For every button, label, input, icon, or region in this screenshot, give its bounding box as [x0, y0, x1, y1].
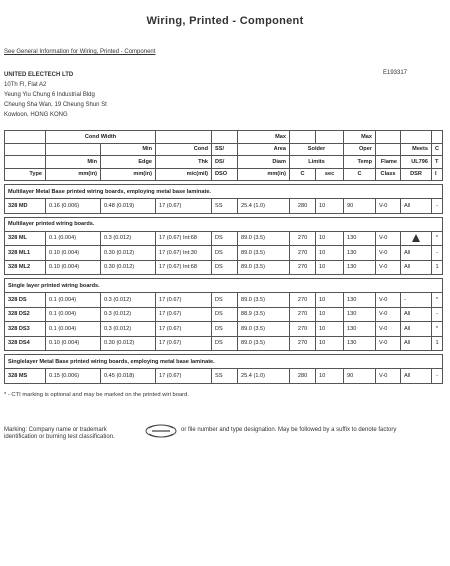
header-cell: Class: [376, 168, 401, 181]
table-cell: All: [401, 199, 432, 214]
table-cell: 17 (0.67): [156, 307, 212, 322]
table-row: [5, 293, 443, 308]
page-title: Wiring, Printed - Component: [146, 15, 304, 27]
table-cell: 25.4 (1.0): [238, 199, 290, 214]
header-cell: DS/: [212, 156, 238, 169]
type-cell: 328 DS4: [5, 336, 46, 351]
table-cell: 10: [316, 293, 344, 308]
table-cell: 280: [290, 199, 316, 214]
table-cell: 130: [344, 246, 376, 261]
table-cell: All: [401, 336, 432, 351]
table-row: [5, 336, 443, 351]
table-cell: 17 (0.67): [156, 293, 212, 308]
type-cell: 328 DS3: [5, 322, 46, 337]
table-cell: 0.3 (0.012): [101, 322, 156, 337]
table-cell: 89.0 (3.5): [238, 322, 290, 337]
table-cell: All: [401, 369, 432, 384]
header-cell: SS/: [212, 143, 238, 156]
section-title: Multilayer printed wiring boards.: [5, 217, 443, 231]
header-cell: Solder: [290, 143, 344, 156]
table-cell: *: [432, 322, 443, 337]
table-cell: 0.10 (0.004): [46, 336, 101, 351]
table-cell: 89.0 (3.5): [238, 246, 290, 261]
table-cell: 89.0 (3.5): [238, 293, 290, 308]
table-cell: 0.1 (0.004): [46, 307, 101, 322]
header-cell: C: [432, 143, 443, 156]
table-cell: 0.30 (0.012): [101, 260, 156, 275]
table-cell: 90: [344, 199, 376, 214]
table-cell: 17 (0.67) Int:68: [156, 231, 212, 246]
header-cell: C: [344, 168, 376, 181]
header-cell: C: [290, 168, 316, 181]
table-row: [5, 307, 443, 322]
table-row: [5, 260, 443, 275]
table-cell: 10: [316, 307, 344, 322]
table-cell: 17 (0.67): [156, 199, 212, 214]
table-cell: DS: [212, 322, 238, 337]
header-cell: I: [432, 168, 443, 181]
table-cell: 10: [316, 199, 344, 214]
table-row: [5, 231, 443, 246]
table-cell: -: [432, 246, 443, 261]
table-cell: 1: [432, 260, 443, 275]
table-cell: DS: [212, 260, 238, 275]
table-cell: [401, 231, 432, 246]
marking-text-2: or file number and type designation. May be followed by a suffix to denote factory: [181, 427, 397, 433]
table-cell: 17 (0.67) Int:68: [156, 260, 212, 275]
header-cell: Diam: [238, 156, 290, 169]
section-header-row: [5, 355, 443, 369]
header-cell: mm(in): [238, 168, 290, 181]
table-cell: 130: [344, 260, 376, 275]
section-title: Singlelayer Metal Base printed wiring boards, employing metal base laminate.: [5, 355, 443, 369]
header-cell: DSR: [401, 168, 432, 181]
header-cell: Meets: [401, 143, 432, 156]
marking-text-3: identification or burning test classification.: [4, 434, 115, 440]
header-cell: Cond Width: [46, 131, 156, 144]
section-title: Single layer printed wiring boards.: [5, 279, 443, 293]
table-cell: 280: [290, 369, 316, 384]
table-cell: 0.1 (0.004): [46, 293, 101, 308]
address-line: Yeung Yiu Chung 6 Industrial Bldg: [4, 92, 95, 98]
header-cell: Flame: [376, 156, 401, 169]
cti-footnote: * - CTI marking is optional and may be marked on the printed wiri board.: [4, 392, 189, 398]
table-cell: V-0: [376, 336, 401, 351]
table-cell: All: [401, 307, 432, 322]
table-cell: All: [401, 246, 432, 261]
company-name: UNITED ELECTECH LTD: [4, 72, 74, 78]
header-cell: DSO: [212, 168, 238, 181]
table-cell: 10: [316, 260, 344, 275]
header-cell: Type: [5, 168, 46, 181]
header-cell: mm(in): [101, 168, 156, 181]
type-cell: 328 MD: [5, 199, 46, 214]
header-cell: Cond: [156, 143, 212, 156]
address-line: Kowloon, HONG KONG: [4, 112, 68, 118]
header-cell: Edge: [101, 156, 156, 169]
warning-triangle-icon: [412, 234, 420, 242]
header-cell: Min: [101, 143, 156, 156]
table-cell: V-0: [376, 260, 401, 275]
type-cell: 328 DS: [5, 293, 46, 308]
table-cell: 10: [316, 322, 344, 337]
type-cell: 328 DS2: [5, 307, 46, 322]
table-cell: 270: [290, 231, 316, 246]
section-header-row: [5, 279, 443, 293]
header-cell: mm(in): [46, 168, 101, 181]
table-cell: 0.10 (0.004): [46, 260, 101, 275]
table-cell: 0.3 (0.012): [101, 231, 156, 246]
table-cell: SS: [212, 369, 238, 384]
table-cell: DS: [212, 246, 238, 261]
table-cell: 89.0 (3.5): [238, 231, 290, 246]
table-cell: V-0: [376, 322, 401, 337]
table-cell: 17 (0.67): [156, 336, 212, 351]
table-cell: DS: [212, 336, 238, 351]
table-cell: DS: [212, 293, 238, 308]
table-cell: -: [401, 293, 432, 308]
header-cell: sec: [316, 168, 344, 181]
header-cell: Thk: [156, 156, 212, 169]
table-cell: 0.30 (0.012): [101, 246, 156, 261]
header-cell: Limits: [290, 156, 344, 169]
table-cell: V-0: [376, 369, 401, 384]
table-cell: 130: [344, 231, 376, 246]
file-number: E193317: [383, 70, 408, 76]
table-cell: All: [401, 322, 432, 337]
table-cell: 0.3 (0.012): [101, 293, 156, 308]
section-header-row: [5, 217, 443, 231]
table-cell: 10: [316, 246, 344, 261]
table-cell: 10: [316, 369, 344, 384]
table-cell: SS: [212, 199, 238, 214]
table-cell: 10: [316, 336, 344, 351]
type-cell: 328 ML: [5, 231, 46, 246]
header-cell: Area: [238, 143, 290, 156]
type-cell: 328 MS: [5, 369, 46, 384]
marking-text-1: Marking: Company name or trademark: [4, 427, 107, 433]
table-cell: -: [432, 307, 443, 322]
table-cell: -: [432, 199, 443, 214]
type-cell: 328 ML2: [5, 260, 46, 275]
table-cell: DS: [212, 307, 238, 322]
table-cell: 270: [290, 246, 316, 261]
table-cell: 17 (0.67): [156, 322, 212, 337]
header-cell: mic(mil): [156, 168, 212, 181]
table-row: [5, 369, 443, 384]
header-cell: T: [432, 156, 443, 169]
type-cell: 328 ML1: [5, 246, 46, 261]
table-cell: 25.4 (1.0): [238, 369, 290, 384]
header-row-4: [5, 168, 443, 181]
table-cell: All: [401, 260, 432, 275]
table-cell: *: [432, 231, 443, 246]
header-row-3: [5, 156, 443, 169]
table-cell: 17 (0.67): [156, 369, 212, 384]
company-address: [4, 70, 107, 120]
table-cell: 130: [344, 293, 376, 308]
table-row: [5, 322, 443, 337]
header-cell: Min: [46, 156, 101, 169]
table-cell: 270: [290, 260, 316, 275]
table-cell: 0.1 (0.004): [46, 322, 101, 337]
table-cell: 0.1 (0.004): [46, 231, 101, 246]
table-cell: 88.9 (3.5): [238, 307, 290, 322]
table-cell: 89.0 (3.5): [238, 260, 290, 275]
header-cell: Temp: [344, 156, 376, 169]
ul-trademark-logo: [144, 420, 178, 442]
table-cell: 0.10 (0.004): [46, 246, 101, 261]
section-title: Multilayer Metal Base printed wiring boards, employing metal base laminate.: [5, 185, 443, 199]
address-line: Cheung Sha Wan, 19 Cheung Shun St: [4, 102, 107, 108]
table-cell: V-0: [376, 246, 401, 261]
table-cell: V-0: [376, 199, 401, 214]
table-cell: 270: [290, 322, 316, 337]
table-row: [5, 246, 443, 261]
table-cell: -: [432, 369, 443, 384]
table-cell: 0.16 (0.006): [46, 199, 101, 214]
table-cell: 89.0 (3.5): [238, 336, 290, 351]
section-header-row: [5, 185, 443, 199]
table-cell: 0.3 (0.012): [101, 307, 156, 322]
header-row-2: [5, 143, 443, 156]
table-cell: 90: [344, 369, 376, 384]
table-cell: V-0: [376, 231, 401, 246]
table-cell: *: [432, 293, 443, 308]
table-cell: 17 (0.67) Int:30: [156, 246, 212, 261]
header-cell: Max: [238, 131, 290, 144]
table-cell: DS: [212, 231, 238, 246]
table-cell: 130: [344, 307, 376, 322]
header-row-1: [5, 131, 443, 144]
table-cell: 0.30 (0.012): [101, 336, 156, 351]
table-cell: 270: [290, 293, 316, 308]
table-cell: V-0: [376, 307, 401, 322]
table-cell: 270: [290, 336, 316, 351]
table-cell: 1: [432, 336, 443, 351]
header-cell: Max: [344, 131, 376, 144]
component-table: [4, 130, 443, 384]
table-cell: 0.15 (0.006): [46, 369, 101, 384]
table-cell: 270: [290, 307, 316, 322]
table-cell: 10: [316, 231, 344, 246]
address-line: 10Th Fl, Flat A2: [4, 82, 47, 88]
table-cell: 130: [344, 336, 376, 351]
table-cell: 0.45 (0.018): [101, 369, 156, 384]
table-row: [5, 199, 443, 214]
header-cell: Oper: [344, 143, 376, 156]
general-info-link[interactable]: See General Information for Wiring, Printed - Component: [4, 49, 156, 55]
table-cell: 130: [344, 322, 376, 337]
table-cell: V-0: [376, 293, 401, 308]
header-cell: UL796: [401, 156, 432, 169]
table-cell: 0.48 (0.019): [101, 199, 156, 214]
